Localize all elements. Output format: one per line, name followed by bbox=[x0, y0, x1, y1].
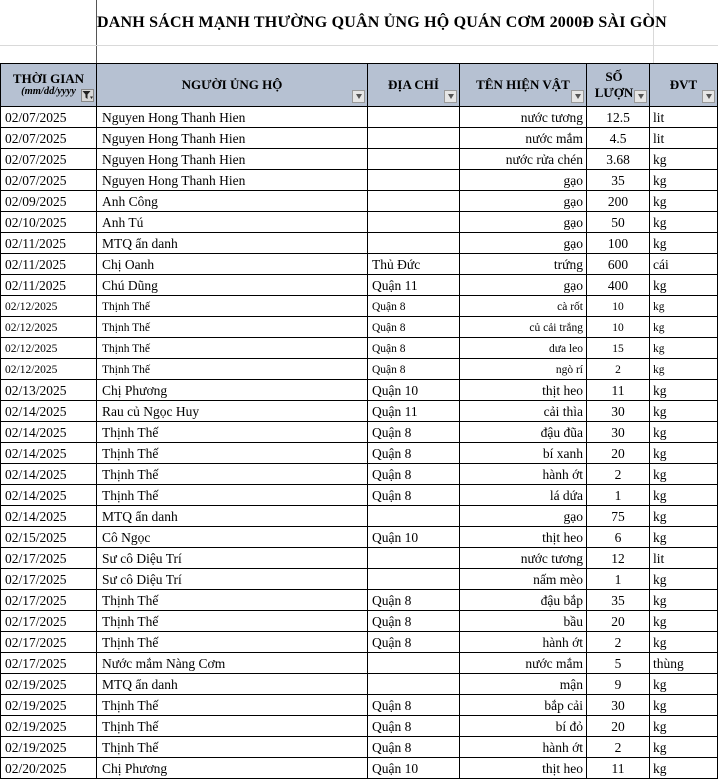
cell-date[interactable]: 02/14/2025 bbox=[1, 485, 97, 506]
table-row bbox=[1, 380, 718, 401]
cell-address[interactable] bbox=[368, 107, 460, 128]
cell-item[interactable]: củ cải trắng bbox=[460, 317, 587, 338]
cell-item[interactable]: dưa leo bbox=[460, 338, 587, 359]
table-row bbox=[1, 338, 718, 359]
cell-unit[interactable]: lit bbox=[650, 128, 718, 149]
cell-item[interactable]: gạo bbox=[460, 170, 587, 191]
cell-qty[interactable]: 20 bbox=[587, 443, 650, 464]
cell-qty[interactable]: 3.68 bbox=[587, 149, 650, 170]
cell-unit[interactable]: kg bbox=[650, 716, 718, 737]
cell-address[interactable]: Quận 10 bbox=[368, 527, 460, 548]
cell-date[interactable]: 02/14/2025 bbox=[1, 443, 97, 464]
table-row bbox=[1, 359, 718, 380]
cell-address[interactable]: Thủ Đức bbox=[368, 254, 460, 275]
table-row bbox=[1, 611, 718, 632]
cell-date[interactable]: 02/13/2025 bbox=[1, 380, 97, 401]
cell-item[interactable]: ngò rí bbox=[460, 359, 587, 380]
table-row bbox=[1, 464, 718, 485]
table-row bbox=[1, 128, 718, 149]
cell-date[interactable]: 02/17/2025 bbox=[1, 632, 97, 653]
cell-donor[interactable]: Chị Phương bbox=[97, 380, 368, 401]
cell-item[interactable]: bí đỏ bbox=[460, 716, 587, 737]
column-header-label: THỜI GIAN bbox=[12, 70, 85, 86]
table-row bbox=[1, 548, 718, 569]
cell-qty[interactable]: 12 bbox=[587, 548, 650, 569]
table-row bbox=[1, 674, 718, 695]
cell-qty[interactable]: 20 bbox=[587, 716, 650, 737]
cell-address[interactable]: Quận 10 bbox=[368, 380, 460, 401]
cell-date[interactable]: 02/11/2025 bbox=[1, 254, 97, 275]
cell-qty[interactable]: 6 bbox=[587, 527, 650, 548]
cell-donor[interactable]: Thịnh Thế bbox=[97, 716, 368, 737]
table-row bbox=[1, 296, 718, 317]
cell-qty[interactable]: 1 bbox=[587, 485, 650, 506]
cell-address[interactable] bbox=[368, 212, 460, 233]
cell-donor[interactable]: Chị Phương bbox=[97, 758, 368, 779]
table-row bbox=[1, 632, 718, 653]
cell-item[interactable]: cải thìa bbox=[460, 401, 587, 422]
cell-donor[interactable]: Sư cô Diệu Trí bbox=[97, 569, 368, 590]
cell-unit[interactable]: lit bbox=[650, 107, 718, 128]
cell-date[interactable]: 02/07/2025 bbox=[1, 149, 97, 170]
table-row bbox=[1, 422, 718, 443]
cell-donor[interactable]: Thịnh Thế bbox=[97, 317, 368, 338]
cell-donor[interactable]: Nguyen Hong Thanh Hien bbox=[97, 170, 368, 191]
cell-item[interactable]: nước mắm bbox=[460, 653, 587, 674]
cell-unit[interactable]: kg bbox=[650, 674, 718, 695]
cell-qty[interactable]: 30 bbox=[587, 422, 650, 443]
cell-donor[interactable]: Anh Tú bbox=[97, 212, 368, 233]
cell-donor[interactable]: Thịnh Thế bbox=[97, 338, 368, 359]
cell-qty[interactable]: 35 bbox=[587, 170, 650, 191]
cell-donor[interactable]: Chị Oanh bbox=[97, 254, 368, 275]
cell-item[interactable]: gạo bbox=[460, 191, 587, 212]
cell-date[interactable]: 02/07/2025 bbox=[1, 128, 97, 149]
cell-item[interactable]: đậu bắp bbox=[460, 590, 587, 611]
cell-unit[interactable]: kg bbox=[650, 443, 718, 464]
cell-address[interactable] bbox=[368, 233, 460, 254]
cell-unit[interactable]: kg bbox=[650, 296, 718, 317]
cell-address[interactable]: Quận 8 bbox=[368, 716, 460, 737]
cell-donor[interactable]: Thịnh Thế bbox=[97, 296, 368, 317]
cell-donor[interactable]: Rau củ Ngọc Huy bbox=[97, 401, 368, 422]
cell-qty[interactable]: 15 bbox=[587, 338, 650, 359]
cell-qty[interactable]: 1 bbox=[587, 569, 650, 590]
cell-donor[interactable]: MTQ ẩn danh bbox=[97, 674, 368, 695]
cell-donor[interactable]: Thịnh Thế bbox=[97, 737, 368, 758]
cell-unit[interactable]: kg bbox=[650, 233, 718, 254]
cell-item[interactable]: gạo bbox=[460, 212, 587, 233]
cell-address[interactable]: Quận 8 bbox=[368, 359, 460, 380]
column-header-unit[interactable] bbox=[650, 63, 718, 107]
cell-date[interactable]: 02/19/2025 bbox=[1, 716, 97, 737]
cell-item[interactable]: nước rửa chén bbox=[460, 149, 587, 170]
cell-unit[interactable]: kg bbox=[650, 191, 718, 212]
cell-qty[interactable]: 100 bbox=[587, 233, 650, 254]
cell-donor[interactable]: Anh Công bbox=[97, 191, 368, 212]
cell-date[interactable]: 02/20/2025 bbox=[1, 758, 97, 779]
dropdown-arrow-icon[interactable] bbox=[444, 90, 457, 103]
table-row bbox=[1, 170, 718, 191]
cell-unit[interactable]: kg bbox=[650, 527, 718, 548]
cell-address[interactable]: Quận 8 bbox=[368, 590, 460, 611]
cell-donor[interactable]: Nguyen Hong Thanh Hien bbox=[97, 149, 368, 170]
cell-address[interactable]: Quận 8 bbox=[368, 443, 460, 464]
cell-address[interactable] bbox=[368, 191, 460, 212]
cell-date[interactable]: 02/14/2025 bbox=[1, 401, 97, 422]
cell-item[interactable]: gạo bbox=[460, 506, 587, 527]
cell-item[interactable]: nước tương bbox=[460, 107, 587, 128]
cell-unit[interactable]: kg bbox=[650, 569, 718, 590]
cell-address[interactable]: Quận 8 bbox=[368, 338, 460, 359]
column-header-label: SỐ LƯỢN bbox=[594, 68, 634, 100]
cell-date[interactable]: 02/17/2025 bbox=[1, 569, 97, 590]
table-row bbox=[1, 401, 718, 422]
cell-unit[interactable]: kg bbox=[650, 611, 718, 632]
cell-unit[interactable]: kg bbox=[650, 359, 718, 380]
cell-date[interactable]: 02/14/2025 bbox=[1, 506, 97, 527]
cell-item[interactable]: trứng bbox=[460, 254, 587, 275]
column-header-quantity[interactable] bbox=[587, 63, 650, 107]
table-row bbox=[1, 653, 718, 674]
cell-date[interactable]: 02/11/2025 bbox=[1, 275, 97, 296]
dropdown-arrow-icon[interactable] bbox=[571, 90, 584, 103]
cell-donor[interactable]: Thịnh Thế bbox=[97, 485, 368, 506]
cell-donor[interactable]: MTQ ẩn danh bbox=[97, 233, 368, 254]
column-header-label: ĐVT bbox=[669, 76, 698, 92]
cell-unit[interactable]: kg bbox=[650, 149, 718, 170]
cell-address[interactable]: Quận 8 bbox=[368, 464, 460, 485]
table-row bbox=[1, 254, 718, 275]
cell-qty[interactable]: 20 bbox=[587, 611, 650, 632]
cell-unit[interactable]: kg bbox=[650, 170, 718, 191]
column-header-label: ĐỊA CHỈ bbox=[388, 76, 439, 92]
cell-date[interactable]: 02/12/2025 bbox=[1, 359, 97, 380]
cell-date[interactable]: 02/14/2025 bbox=[1, 464, 97, 485]
cell-date[interactable]: 02/07/2025 bbox=[1, 107, 97, 128]
cell-date[interactable]: 02/10/2025 bbox=[1, 212, 97, 233]
cell-donor[interactable]: Thịnh Thế bbox=[97, 695, 368, 716]
cell-qty[interactable]: 9 bbox=[587, 674, 650, 695]
cell-address[interactable]: Quận 8 bbox=[368, 611, 460, 632]
cell-unit[interactable]: kg bbox=[650, 590, 718, 611]
cell-qty[interactable]: 400 bbox=[587, 275, 650, 296]
column-header-item[interactable] bbox=[460, 63, 587, 107]
cell-donor[interactable]: Thịnh Thế bbox=[97, 464, 368, 485]
cell-date[interactable]: 02/19/2025 bbox=[1, 737, 97, 758]
cell-unit[interactable]: kg bbox=[650, 275, 718, 296]
cell-address[interactable]: Quận 8 bbox=[368, 485, 460, 506]
cell-unit[interactable]: kg bbox=[650, 464, 718, 485]
cell-unit[interactable]: kg bbox=[650, 695, 718, 716]
title-area bbox=[0, 0, 718, 63]
cell-unit[interactable]: kg bbox=[650, 485, 718, 506]
cell-address[interactable] bbox=[368, 674, 460, 695]
cell-qty[interactable]: 4.5 bbox=[587, 128, 650, 149]
cell-unit[interactable]: kg bbox=[650, 506, 718, 527]
cell-item[interactable]: thịt heo bbox=[460, 380, 587, 401]
cell-item[interactable]: mận bbox=[460, 674, 587, 695]
cell-qty[interactable]: 10 bbox=[587, 296, 650, 317]
cell-donor[interactable]: Nước mắm Nàng Cơm bbox=[97, 653, 368, 674]
cell-item[interactable]: bầu bbox=[460, 611, 587, 632]
cell-donor[interactable]: Nguyen Hong Thanh Hien bbox=[97, 107, 368, 128]
cell-qty[interactable]: 30 bbox=[587, 695, 650, 716]
cell-address[interactable]: Quận 8 bbox=[368, 695, 460, 716]
cell-unit[interactable]: thùng bbox=[650, 653, 718, 674]
cell-qty[interactable]: 5 bbox=[587, 653, 650, 674]
cell-unit[interactable]: lit bbox=[650, 548, 718, 569]
cell-date[interactable]: 02/14/2025 bbox=[1, 422, 97, 443]
cell-date[interactable]: 02/12/2025 bbox=[1, 338, 97, 359]
cell-date[interactable]: 02/17/2025 bbox=[1, 590, 97, 611]
cell-address[interactable]: Quận 8 bbox=[368, 632, 460, 653]
cell-date[interactable]: 02/17/2025 bbox=[1, 548, 97, 569]
cell-qty[interactable]: 200 bbox=[587, 191, 650, 212]
table-row bbox=[1, 758, 718, 779]
date-format-hint: (mm/dd/yyyy bbox=[21, 86, 76, 98]
table-row bbox=[1, 443, 718, 464]
cell-item[interactable]: nước tương bbox=[460, 548, 587, 569]
donation-table bbox=[0, 63, 718, 779]
cell-donor[interactable]: Nguyen Hong Thanh Hien bbox=[97, 128, 368, 149]
cell-donor[interactable]: Sư cô Diệu Trí bbox=[97, 548, 368, 569]
cell-item[interactable]: gạo bbox=[460, 233, 587, 254]
cell-qty[interactable]: 50 bbox=[587, 212, 650, 233]
cell-date[interactable]: 02/07/2025 bbox=[1, 170, 97, 191]
cell-address[interactable] bbox=[368, 506, 460, 527]
table-body bbox=[1, 107, 718, 779]
cell-qty[interactable]: 2 bbox=[587, 632, 650, 653]
cell-address[interactable] bbox=[368, 548, 460, 569]
cell-item[interactable]: cà rốt bbox=[460, 296, 587, 317]
cell-date[interactable]: 02/09/2025 bbox=[1, 191, 97, 212]
cell-unit[interactable]: kg bbox=[650, 212, 718, 233]
table-row bbox=[1, 233, 718, 254]
table-row bbox=[1, 590, 718, 611]
cell-address[interactable]: Quận 8 bbox=[368, 737, 460, 758]
cell-unit[interactable]: kg bbox=[650, 632, 718, 653]
column-header-label: NGƯỜI ỦNG HỘ bbox=[181, 76, 283, 92]
cell-unit[interactable]: kg bbox=[650, 737, 718, 758]
cell-item[interactable]: thịt heo bbox=[460, 758, 587, 779]
table-row bbox=[1, 317, 718, 338]
cell-qty[interactable]: 30 bbox=[587, 401, 650, 422]
filter-applied-icon[interactable] bbox=[81, 89, 94, 102]
cell-unit[interactable]: kg bbox=[650, 401, 718, 422]
table-row bbox=[1, 695, 718, 716]
table-row bbox=[1, 212, 718, 233]
table-row bbox=[1, 191, 718, 212]
gridline bbox=[0, 45, 718, 46]
cell-item[interactable]: gạo bbox=[460, 275, 587, 296]
cell-item[interactable]: hành ớt bbox=[460, 632, 587, 653]
table-row bbox=[1, 527, 718, 548]
cell-date[interactable]: 02/11/2025 bbox=[1, 233, 97, 254]
cell-donor[interactable]: Thịnh Thế bbox=[97, 422, 368, 443]
cell-date[interactable]: 02/19/2025 bbox=[1, 674, 97, 695]
cell-address[interactable]: Quận 11 bbox=[368, 275, 460, 296]
cell-donor[interactable]: MTQ ẩn danh bbox=[97, 506, 368, 527]
cell-donor[interactable]: Thịnh Thế bbox=[97, 632, 368, 653]
cell-address[interactable] bbox=[368, 170, 460, 191]
cell-item[interactable]: nước mắm bbox=[460, 128, 587, 149]
cell-item[interactable]: bí xanh bbox=[460, 443, 587, 464]
cell-donor[interactable]: Thịnh Thế bbox=[97, 590, 368, 611]
cell-address[interactable] bbox=[368, 569, 460, 590]
cell-date[interactable]: 02/15/2025 bbox=[1, 527, 97, 548]
cell-address[interactable]: Quận 11 bbox=[368, 401, 460, 422]
cell-address[interactable]: Quận 10 bbox=[368, 758, 460, 779]
cell-unit[interactable]: cái bbox=[650, 254, 718, 275]
cell-date[interactable]: 02/12/2025 bbox=[1, 317, 97, 338]
cell-address[interactable]: Quận 8 bbox=[368, 317, 460, 338]
table-row bbox=[1, 506, 718, 527]
cell-qty[interactable]: 75 bbox=[587, 506, 650, 527]
cell-donor[interactable]: Cô Ngọc bbox=[97, 527, 368, 548]
cell-donor[interactable]: Chú Dũng bbox=[97, 275, 368, 296]
table-row bbox=[1, 716, 718, 737]
column-header-address[interactable] bbox=[368, 63, 460, 107]
dropdown-arrow-icon[interactable] bbox=[634, 90, 647, 103]
cell-item[interactable]: hành ớt bbox=[460, 737, 587, 758]
cell-qty[interactable]: 35 bbox=[587, 590, 650, 611]
dropdown-arrow-icon[interactable] bbox=[702, 90, 715, 103]
cell-date[interactable]: 02/12/2025 bbox=[1, 296, 97, 317]
cell-donor[interactable]: Thịnh Thế bbox=[97, 611, 368, 632]
column-header-donor[interactable] bbox=[97, 63, 368, 107]
cell-unit[interactable]: kg bbox=[650, 338, 718, 359]
table-row bbox=[1, 275, 718, 296]
cell-qty[interactable]: 11 bbox=[587, 380, 650, 401]
cell-unit[interactable]: kg bbox=[650, 317, 718, 338]
cell-qty[interactable]: 2 bbox=[587, 359, 650, 380]
cell-qty[interactable]: 2 bbox=[587, 737, 650, 758]
cell-address[interactable] bbox=[368, 653, 460, 674]
cell-donor[interactable]: Thịnh Thế bbox=[97, 359, 368, 380]
cell-qty[interactable]: 2 bbox=[587, 464, 650, 485]
table-row bbox=[1, 107, 718, 128]
cell-unit[interactable]: kg bbox=[650, 422, 718, 443]
cell-qty[interactable]: 11 bbox=[587, 758, 650, 779]
cell-date[interactable]: 02/17/2025 bbox=[1, 611, 97, 632]
cell-date[interactable]: 02/19/2025 bbox=[1, 695, 97, 716]
cell-donor[interactable]: Thịnh Thế bbox=[97, 443, 368, 464]
cell-item[interactable]: nấm mèo bbox=[460, 569, 587, 590]
column-header-time[interactable] bbox=[1, 63, 97, 107]
cell-unit[interactable]: kg bbox=[650, 758, 718, 779]
cell-item[interactable]: hành ớt bbox=[460, 464, 587, 485]
cell-address[interactable] bbox=[368, 149, 460, 170]
cell-address[interactable]: Quận 8 bbox=[368, 422, 460, 443]
cell-item[interactable]: bắp cải bbox=[460, 695, 587, 716]
table-row bbox=[1, 485, 718, 506]
cell-qty[interactable]: 600 bbox=[587, 254, 650, 275]
cell-qty[interactable]: 10 bbox=[587, 317, 650, 338]
cell-unit[interactable]: kg bbox=[650, 380, 718, 401]
cell-address[interactable] bbox=[368, 128, 460, 149]
funnel-glyph bbox=[82, 90, 93, 101]
cell-item[interactable]: lá dứa bbox=[460, 485, 587, 506]
cell-address[interactable]: Quận 8 bbox=[368, 296, 460, 317]
table-row bbox=[1, 149, 718, 170]
cell-item[interactable]: đậu đũa bbox=[460, 422, 587, 443]
cell-item[interactable]: thịt heo bbox=[460, 527, 587, 548]
table-header-row bbox=[1, 63, 718, 107]
cell-qty[interactable]: 12.5 bbox=[587, 107, 650, 128]
cell-date[interactable]: 02/17/2025 bbox=[1, 653, 97, 674]
page-title: DANH SÁCH MẠNH THƯỜNG QUÂN ỦNG HỘ QUÁN CƠM 2000Đ SÀI GÒN bbox=[97, 14, 667, 31]
table-row bbox=[1, 737, 718, 758]
table-row bbox=[1, 569, 718, 590]
column-header-label: TÊN HIỆN VẬT bbox=[476, 76, 570, 92]
dropdown-arrow-icon[interactable] bbox=[352, 90, 365, 103]
